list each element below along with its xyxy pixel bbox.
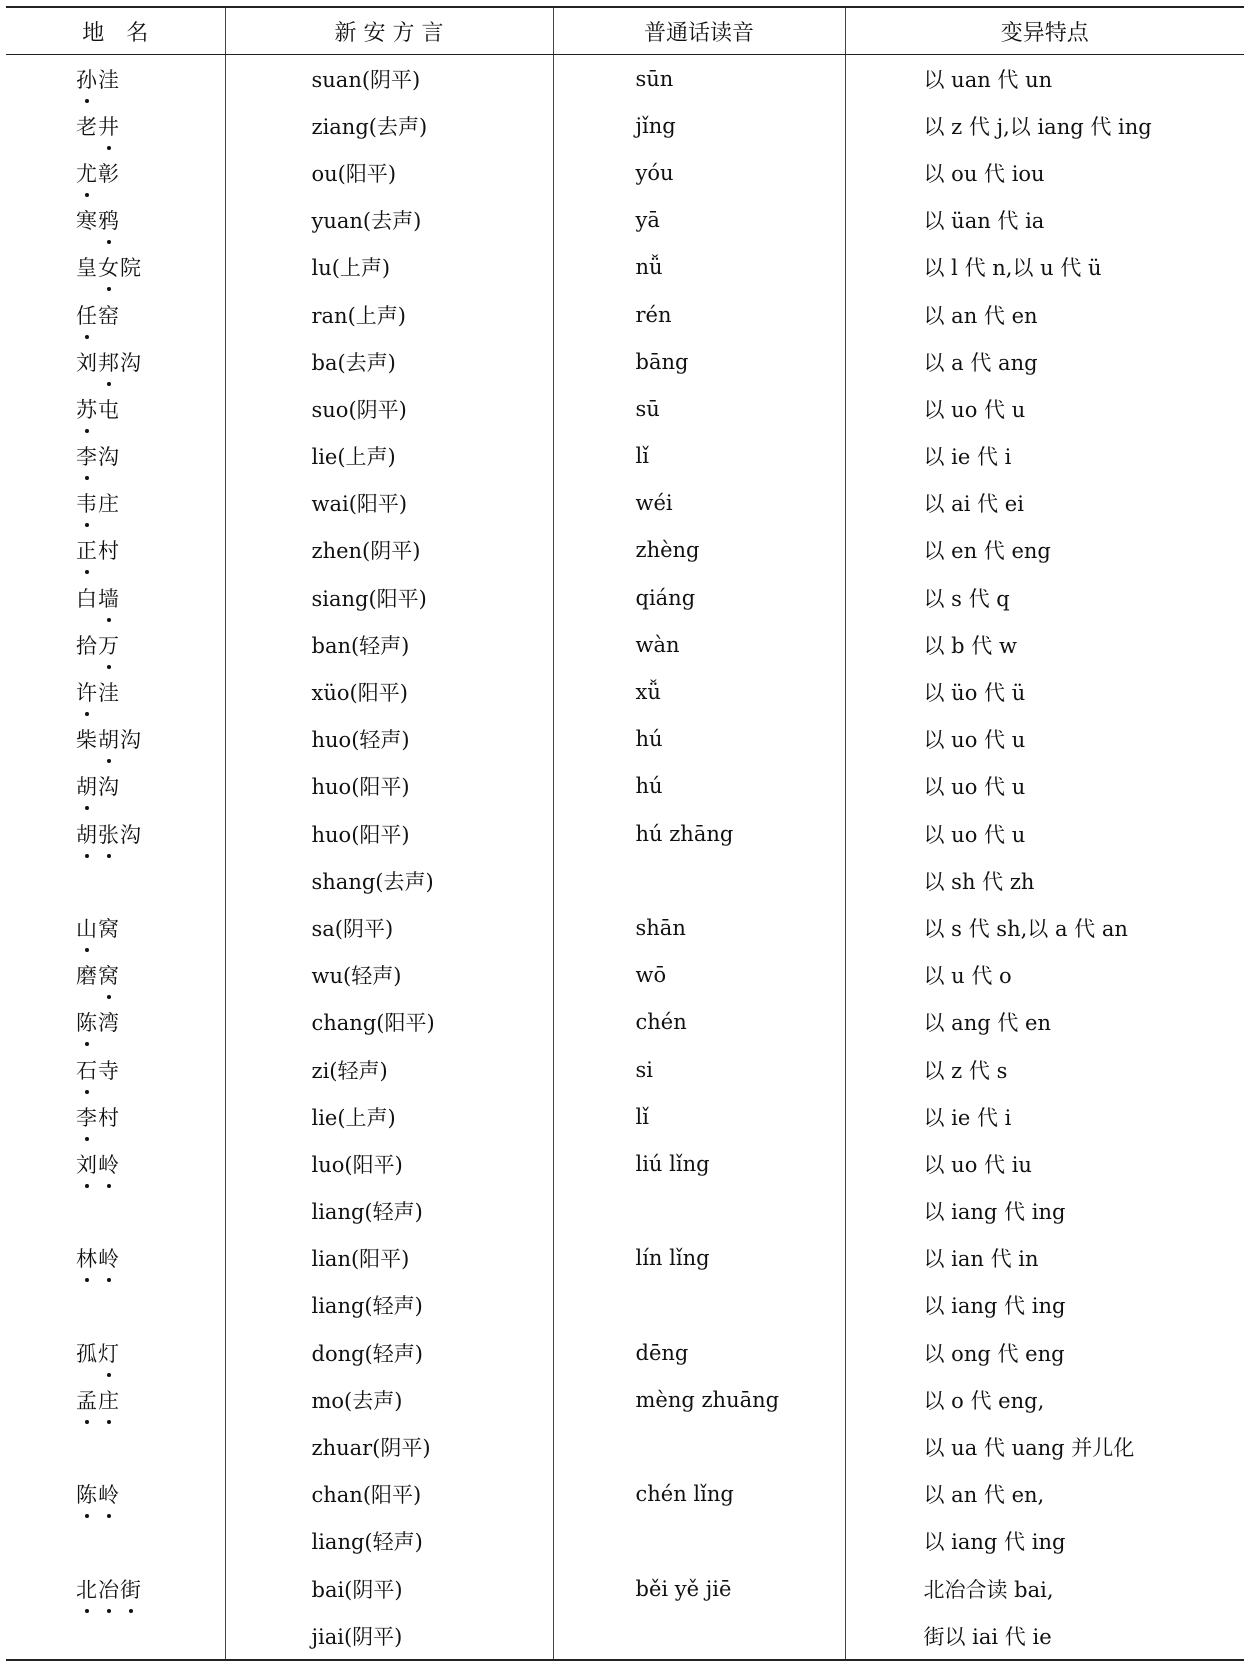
table-row [6, 55, 1244, 103]
place-name-cell [6, 668, 225, 715]
dialect-reading: wai(阳平) [225, 480, 553, 527]
variation-feature: 以 uo 代 u [845, 810, 1244, 857]
table-row [6, 527, 1244, 574]
putonghua-reading [553, 857, 845, 904]
table-row [6, 1518, 1244, 1565]
place-name: 许洼 [76, 681, 120, 705]
putonghua-reading [553, 1188, 845, 1235]
dialect-reading: lu(上声) [225, 244, 553, 291]
place-name-cell [6, 480, 225, 527]
table-row [6, 1376, 1244, 1423]
place-name: 拾万 [76, 634, 120, 658]
header-place-name: 地 名 [6, 7, 225, 55]
putonghua-reading: jǐng [553, 102, 845, 149]
table-row [6, 338, 1244, 385]
place-name: 正村 [76, 539, 120, 563]
putonghua-reading [553, 1423, 845, 1470]
table-row [6, 102, 1244, 149]
place-name-cell [6, 1423, 225, 1470]
putonghua-reading: běi yě jiē [553, 1565, 845, 1612]
variation-feature: 以 uan 代 un [845, 55, 1244, 103]
putonghua-reading: wō [553, 952, 845, 999]
putonghua-reading: hú [553, 716, 845, 763]
place-name: 苏屯 [76, 398, 120, 422]
place-name: 刘岭 [76, 1153, 120, 1177]
dialect-reading: xüo(阳平) [225, 668, 553, 715]
variation-feature: 以 uo 代 u [845, 716, 1244, 763]
variation-feature: 以 iang 代 ing [845, 1188, 1244, 1235]
variation-feature: 以 b 代 w [845, 621, 1244, 668]
variation-feature: 以 ang 代 en [845, 999, 1244, 1046]
variation-feature: 以 ie 代 i [845, 1093, 1244, 1140]
place-name: 孙洼 [76, 68, 120, 92]
variation-feature: 以 uo 代 iu [845, 1140, 1244, 1187]
dialect-reading: dong(轻声) [225, 1329, 553, 1376]
dialect-reading: lie(上声) [225, 433, 553, 480]
place-name: 石寺 [76, 1059, 120, 1083]
table-row [6, 1046, 1244, 1093]
dialect-reading: luo(阳平) [225, 1140, 553, 1187]
variation-feature: 以 a 代 ang [845, 338, 1244, 385]
variation-feature: 以 an 代 en, [845, 1471, 1244, 1518]
table-row [6, 480, 1244, 527]
header-putonghua: 普通话读音 [553, 7, 845, 55]
variation-feature: 以 iang 代 ing [845, 1518, 1244, 1565]
dialect-reading: ran(上声) [225, 291, 553, 338]
putonghua-reading: yóu [553, 149, 845, 196]
place-name-cell [6, 763, 225, 810]
dialect-reading: jiai(阴平) [225, 1612, 553, 1660]
place-name: 白墙 [76, 587, 120, 611]
table-row [6, 197, 1244, 244]
dialect-reading: suo(阴平) [225, 385, 553, 432]
variation-feature: 以 u 代 o [845, 952, 1244, 999]
dialect-reading: liang(轻声) [225, 1518, 553, 1565]
variation-feature: 以 ou 代 iou [845, 149, 1244, 196]
putonghua-reading: si [553, 1046, 845, 1093]
place-name-cell [6, 1612, 225, 1660]
place-name-cell [6, 1329, 225, 1376]
dialect-reading: chang(阳平) [225, 999, 553, 1046]
putonghua-reading: liú lǐng [553, 1140, 845, 1187]
variation-feature: 以 s 代 q [845, 574, 1244, 621]
dialect-reading: yuan(去声) [225, 197, 553, 244]
place-name-cell [6, 433, 225, 480]
putonghua-reading: lǐ [553, 1093, 845, 1140]
dialect-reading: ziang(去声) [225, 102, 553, 149]
place-name-cell [6, 716, 225, 763]
dialect-reading: sa(阴平) [225, 904, 553, 951]
table-header [6, 7, 1244, 55]
place-name: 孟庄 [76, 1389, 120, 1413]
place-name-cell [6, 1376, 225, 1423]
putonghua-reading: hú [553, 763, 845, 810]
variation-feature: 以 üo 代 ü [845, 668, 1244, 715]
place-name: 李村 [76, 1106, 120, 1130]
place-name: 胡张沟 [76, 823, 142, 847]
dialect-reading: shang(去声) [225, 857, 553, 904]
dialect-reading: zhen(阴平) [225, 527, 553, 574]
variation-feature: 以 o 代 eng, [845, 1376, 1244, 1423]
place-name-cell [6, 1188, 225, 1235]
putonghua-reading: zhèng [553, 527, 845, 574]
place-name: 韦庄 [76, 492, 120, 516]
place-name: 任窑 [76, 304, 120, 328]
table-row [6, 291, 1244, 338]
putonghua-reading: bāng [553, 338, 845, 385]
table-row [6, 1282, 1244, 1329]
place-name-cell [6, 621, 225, 668]
variation-feature: 以 z 代 j,以 iang 代 ing [845, 102, 1244, 149]
putonghua-reading: sū [553, 385, 845, 432]
dialect-reading: wu(轻声) [225, 952, 553, 999]
table-row [6, 621, 1244, 668]
table-row [6, 999, 1244, 1046]
putonghua-reading: yā [553, 197, 845, 244]
putonghua-reading: chén [553, 999, 845, 1046]
variation-feature: 以 l 代 n,以 u 代 ü [845, 244, 1244, 291]
table-row [6, 1140, 1244, 1187]
place-name-cell [6, 904, 225, 951]
dialect-reading: bai(阴平) [225, 1565, 553, 1612]
putonghua-reading: qiáng [553, 574, 845, 621]
place-name: 皇女院 [76, 256, 142, 280]
table-row [6, 716, 1244, 763]
dialect-reading: ou(阳平) [225, 149, 553, 196]
variation-feature: 以 ong 代 eng [845, 1329, 1244, 1376]
variation-feature: 以 iang 代 ing [845, 1282, 1244, 1329]
table-row [6, 574, 1244, 621]
variation-feature: 以 uo 代 u [845, 385, 1244, 432]
place-name-cell [6, 1235, 225, 1282]
table-row [6, 1188, 1244, 1235]
dialect-reading: zhuar(阴平) [225, 1423, 553, 1470]
putonghua-reading: mèng zhuāng [553, 1376, 845, 1423]
dialect-reading: ba(去声) [225, 338, 553, 385]
table-row [6, 1329, 1244, 1376]
place-name-cell [6, 1093, 225, 1140]
variation-feature: 以 ai 代 ei [845, 480, 1244, 527]
dialect-reading: siang(阳平) [225, 574, 553, 621]
place-name-cell [6, 857, 225, 904]
table-row [6, 1235, 1244, 1282]
dialect-reading: huo(阳平) [225, 763, 553, 810]
place-name-cell [6, 149, 225, 196]
table-row [6, 857, 1244, 904]
variation-feature: 以 ie 代 i [845, 433, 1244, 480]
place-name: 柴胡沟 [76, 728, 142, 752]
place-name-cell [6, 952, 225, 999]
place-name: 孤灯 [76, 1342, 120, 1366]
table-row [6, 810, 1244, 857]
variation-feature: 以 ua 代 uang 并儿化 [845, 1423, 1244, 1470]
header-row [6, 7, 1244, 55]
place-name: 寒鸦 [76, 209, 120, 233]
putonghua-reading: chén lǐng [553, 1471, 845, 1518]
header-xinan-dialect: 新 安 方 言 [225, 7, 553, 55]
putonghua-reading: lín lǐng [553, 1235, 845, 1282]
dialect-reading: liang(轻声) [225, 1282, 553, 1329]
table-row [6, 244, 1244, 291]
table-row [6, 668, 1244, 715]
place-name-cell [6, 1140, 225, 1187]
table-row [6, 1471, 1244, 1518]
putonghua-reading: lǐ [553, 433, 845, 480]
table-row [6, 904, 1244, 951]
dialect-reading: chan(阳平) [225, 1471, 553, 1518]
table-row [6, 763, 1244, 810]
dialect-reading: huo(阳平) [225, 810, 553, 857]
place-name: 林岭 [76, 1247, 120, 1271]
place-name-cell [6, 527, 225, 574]
place-name-cell [6, 197, 225, 244]
place-name: 磨窝 [76, 964, 120, 988]
dialect-reading: zi(轻声) [225, 1046, 553, 1093]
table-row [6, 1093, 1244, 1140]
place-name-cell [6, 55, 225, 103]
place-name-cell [6, 574, 225, 621]
putonghua-reading: shān [553, 904, 845, 951]
putonghua-reading: nǚ [553, 244, 845, 291]
place-name-cell [6, 1046, 225, 1093]
table-body [6, 55, 1244, 1661]
place-name-cell [6, 338, 225, 385]
place-name-cell [6, 1565, 225, 1612]
putonghua-reading: hú zhāng [553, 810, 845, 857]
place-name-cell [6, 1282, 225, 1329]
putonghua-reading: sūn [553, 55, 845, 103]
variation-feature: 以 üan 代 ia [845, 197, 1244, 244]
putonghua-reading [553, 1518, 845, 1565]
place-name-cell [6, 102, 225, 149]
place-name: 李沟 [76, 445, 120, 469]
table-row [6, 385, 1244, 432]
putonghua-reading: rén [553, 291, 845, 338]
table-row [6, 1423, 1244, 1470]
place-name: 刘邦沟 [76, 351, 142, 375]
place-name-cell [6, 1471, 225, 1518]
variation-feature: 以 sh 代 zh [845, 857, 1244, 904]
table-row [6, 1565, 1244, 1612]
table-row [6, 433, 1244, 480]
variation-feature: 街以 iai 代 ie [845, 1612, 1244, 1660]
place-name-cell [6, 244, 225, 291]
variation-feature: 北冶合读 bai, [845, 1565, 1244, 1612]
dialect-reading: mo(去声) [225, 1376, 553, 1423]
putonghua-reading: wéi [553, 480, 845, 527]
dialect-table [6, 6, 1244, 1661]
table-row [6, 149, 1244, 196]
table-row [6, 1612, 1244, 1660]
place-name: 陈岭 [76, 1483, 120, 1507]
variation-feature: 以 s 代 sh,以 a 代 an [845, 904, 1244, 951]
putonghua-reading [553, 1612, 845, 1660]
place-name: 北冶街 [76, 1578, 142, 1602]
place-name: 山窝 [76, 917, 120, 941]
variation-feature: 以 z 代 s [845, 1046, 1244, 1093]
place-name: 陈湾 [76, 1011, 120, 1035]
putonghua-reading: wàn [553, 621, 845, 668]
header-variation-feature: 变异特点 [845, 7, 1244, 55]
place-name: 胡沟 [76, 775, 120, 799]
putonghua-reading: xǚ [553, 668, 845, 715]
putonghua-reading: dēng [553, 1329, 845, 1376]
place-name-cell [6, 1518, 225, 1565]
dialect-reading: lie(上声) [225, 1093, 553, 1140]
dialect-reading: lian(阳平) [225, 1235, 553, 1282]
place-name: 老井 [76, 115, 120, 139]
place-name-cell [6, 385, 225, 432]
variation-feature: 以 uo 代 u [845, 763, 1244, 810]
place-name-cell [6, 810, 225, 857]
variation-feature: 以 ian 代 in [845, 1235, 1244, 1282]
variation-feature: 以 en 代 eng [845, 527, 1244, 574]
place-name-cell [6, 291, 225, 338]
putonghua-reading [553, 1282, 845, 1329]
dialect-reading: huo(轻声) [225, 716, 553, 763]
table-row [6, 952, 1244, 999]
variation-feature: 以 an 代 en [845, 291, 1244, 338]
place-name-cell [6, 999, 225, 1046]
dialect-reading: liang(轻声) [225, 1188, 553, 1235]
place-name: 尤彰 [76, 162, 120, 186]
dialect-reading: ban(轻声) [225, 621, 553, 668]
dialect-reading: suan(阴平) [225, 55, 553, 103]
